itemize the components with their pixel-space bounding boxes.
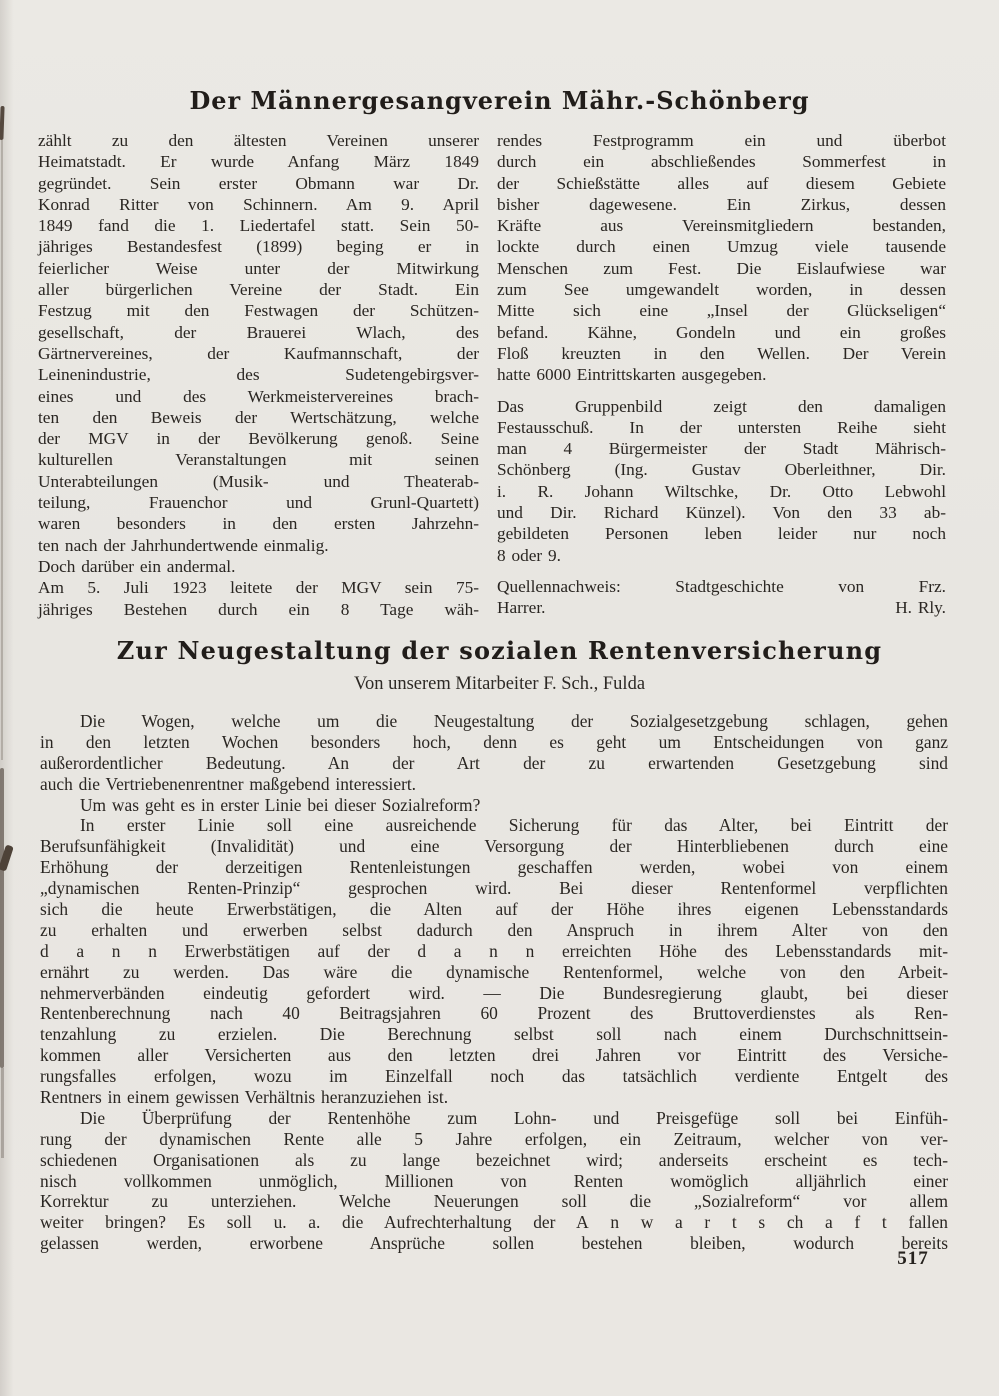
text-line: 8 oder 9. [497, 545, 561, 565]
text-segment: Harrer. [497, 598, 546, 618]
text-line: Rentenberechnung nach 40 Beitragsjahren 60 Prozent des Bruttoverdienstes als Ren- [40, 1003, 948, 1024]
text-line: waren besonders in den ersten Jahrzehn- [38, 514, 479, 534]
text-line: tenzahlung zu erzielen. Die Berechnung selbst soll nach einem Durchschnittsein- [40, 1024, 948, 1045]
article2-title: Zur Neugestaltung der sozialen Rentenversicherung [116, 636, 883, 665]
text-line: auch die Vertriebenenrentner maßgebend interessiert. [40, 773, 417, 794]
text-line: d a n n Erwerbstätigen auf der d a n n erreichten Höhe des Lebensstandards mit- [40, 940, 948, 961]
text-line: außerordentlicher Bedeutung. An der Art der zu erwartenden Gesetzgebung sind [40, 752, 948, 773]
scan-edge-artifact [1, 140, 3, 760]
scan-edge-artifact [0, 768, 4, 1068]
text-line: durch ein abschließendes Sommerfest in [497, 152, 946, 172]
text-line [497, 597, 946, 618]
article1-title: Der Männergesangverein Mähr.-Schönberg [189, 86, 810, 115]
text-line: nisch vollkommen unmöglich, Millionen von Renten womöglich alljährlich einer [40, 1170, 948, 1191]
text-line: gesellschaft, der Brauerei Wlach, des [38, 322, 479, 342]
text-line: Floß kreuzten in den Wellen. Der Verein [497, 343, 946, 363]
text-line: gelassen werden, erworbene Ansprüche sollen bestehen bleiben, wodurch bereits [40, 1233, 948, 1254]
page-number: 517 [897, 1248, 929, 1269]
text-line: Leinenindustrie, des Sudetengebirgsver- [38, 365, 479, 385]
text-line: rung der dynamischen Rente alle 5 Jahre erfolgen, ein Zeitraum, welcher von ver- [40, 1128, 948, 1149]
text-line: Erhöhung der derzeitigen Rentenleistungen geschaffen werden, wobei von einem [40, 857, 948, 878]
text-line: jähriges Bestehen durch ein 8 Tage wäh- [38, 599, 479, 619]
text-line: Festzug mit den Festwagen der Schützen- [38, 301, 479, 321]
text-segment: H. Rly. [895, 598, 946, 618]
text-line: zum See umgewandelt worden, in dessen [497, 280, 946, 300]
text-line: lockte durch einen Umzug viele tausende [497, 237, 946, 257]
text-line: Gärtnervereines, der Kaufmannschaft, der [38, 343, 479, 363]
text-line: ernährt zu werden. Das wäre die dynamische Rentenformel, welche von den Arbeit- [40, 961, 948, 982]
text-line: Heimatstadt. Er wurde Anfang März 1849 [38, 152, 479, 172]
text-line: Das Gruppenbild zeigt den damaligen [497, 396, 946, 416]
text-line: i. R. Johann Wiltschke, Dr. Otto Lebwohl [497, 481, 946, 501]
text-line: In erster Linie soll eine ausreichende Sicherung für das Alter, bei Eintritt der [80, 815, 948, 836]
text-line: Festausschuß. In der untersten Reihe sieht [497, 417, 946, 437]
text-line: Um was geht es in erster Linie bei dieser Sozialreform? [80, 794, 481, 815]
text-line: „dynamischen Renten-Prinzip“ gesprochen wird. Bei dieser Rentenformel verpflichten [40, 878, 948, 899]
text-line: man 4 Bürgermeister der Stadt Mährisch- [497, 439, 946, 459]
text-line: kommen aller Versicherten aus den letzten drei Jahren vor Eintritt des Versiche- [40, 1045, 948, 1066]
text-line: gebildeten Personen leben leider nur noch [497, 524, 946, 544]
article1-left-column [38, 130, 479, 620]
text-line: Doch darüber ein andermal. [38, 556, 236, 576]
text-line: Unterabteilungen (Musik- und Theaterab- [38, 471, 479, 491]
text-line: ten den Beweis der Wertschätzung, welche [38, 407, 479, 427]
text-line: schiedenen Organisationen als zu lange bezeichnet wird; anderseits erscheint es tech- [40, 1149, 948, 1170]
text-line: zu erhalten und erwerben selbst dadurch den Anspruch in ihrem Alter von den [40, 919, 948, 940]
article2-body [40, 711, 948, 1254]
text-line: teilung, Frauenchor und Grunl-Quartett) [38, 493, 479, 513]
text-line: der MGV in der Bevölkerung genoß. Seine [38, 429, 479, 449]
text-line: Konrad Ritter von Schinnern. Am 9. April [38, 194, 479, 214]
text-line: rungsfalles erfolgen, wozu im Einzelfall noch das tatsächlich verdiente Entgelt des [40, 1066, 948, 1087]
text-line: eines und des Werkmeistervereines brach- [38, 386, 479, 406]
text-line: sich die heute Erwerbstätigen, die Alten auf der Höhe ihres eigenen Lebensstandards [40, 899, 948, 920]
text-line: ten nach der Jahrhundertwende einmalig. [38, 535, 329, 555]
text-line: Korrektur zu unterziehen. Welche Neuerungen soll die „Sozialreform“ vor allem [40, 1191, 948, 1212]
text-line: weiter bringen? Es soll u. a. die Aufrechterhaltung der A n w a r t s ch a f t fallen [40, 1212, 948, 1233]
text-line: bisher dagewesene. Ein Zirkus, dessen [497, 194, 946, 214]
article1-right-column [497, 130, 946, 619]
text-line: feierlicher Weise unter der Mitwirkung [38, 258, 479, 278]
text-line: in den letzten Wochen besonders hoch, denn es geht um Entscheidungen von ganz [40, 731, 948, 752]
text-line: zählt zu den ältesten Vereinen unserer [38, 131, 479, 150]
text-line: Berufsunfähigkeit (Invalidität) und eine Versorgung der Hinterbliebenen durch eine [40, 836, 948, 857]
text-line: Die Wogen, welche um die Neugestaltung der Sozialgesetzgebung schlagen, gehen [80, 711, 948, 731]
text-line: kulturellen Veranstaltungen mit seinen [38, 450, 479, 470]
text-line: Am 5. Juli 1923 leitete der MGV sein 75- [38, 578, 479, 598]
scan-edge-artifact [1, 1068, 4, 1158]
text-line: der Schießstätte alles auf diesem Gebiete [497, 173, 946, 193]
text-line: jähriges Bestandesfest (1899) beging er in [38, 237, 479, 257]
text-line: aller bürgerlichen Vereine der Stadt. Ein [38, 280, 479, 300]
text-line: 1849 fand die 1. Liedertafel statt. Sein 50- [38, 216, 479, 236]
text-line: Die Überprüfung der Rentenhöhe zum Lohn- und Preisgefüge soll bei Einfüh- [80, 1107, 948, 1128]
text-line: und Dir. Richard Künzel). Von den 33 ab- [497, 503, 946, 523]
text-line: rendes Festprogramm ein und überbot [497, 131, 946, 150]
text-line: hatte 6000 Eintrittskarten ausgegeben. [497, 365, 767, 385]
text-line: gegründet. Sein erster Obmann war Dr. [38, 173, 479, 193]
text-line: nehmerverbänden eindeutig gefordert wird. — Die Bundesregierung glaubt, bei dieser [40, 982, 948, 1003]
text-line: Mitte sich eine „Insel der Glückseligen“ [497, 301, 946, 321]
text-line: Menschen zum Fest. Die Eislaufwiese war [497, 258, 946, 278]
article2-byline: Von unserem Mitarbeiter F. Sch., Fulda [353, 674, 646, 694]
text-line: Quellennachweis: Stadtgeschichte von Frz. [497, 576, 946, 596]
text-line: Kräfte aus Vereinsmitgliedern bestanden, [497, 216, 946, 236]
text-line: befand. Kähne, Gondeln und ein großes [497, 322, 946, 342]
text-line: Rentners in einem gewissen Verhältnis heranzuziehen ist. [40, 1087, 449, 1108]
text-line: Schönberg (Ing. Gustav Oberleithner, Dir. [497, 460, 946, 480]
